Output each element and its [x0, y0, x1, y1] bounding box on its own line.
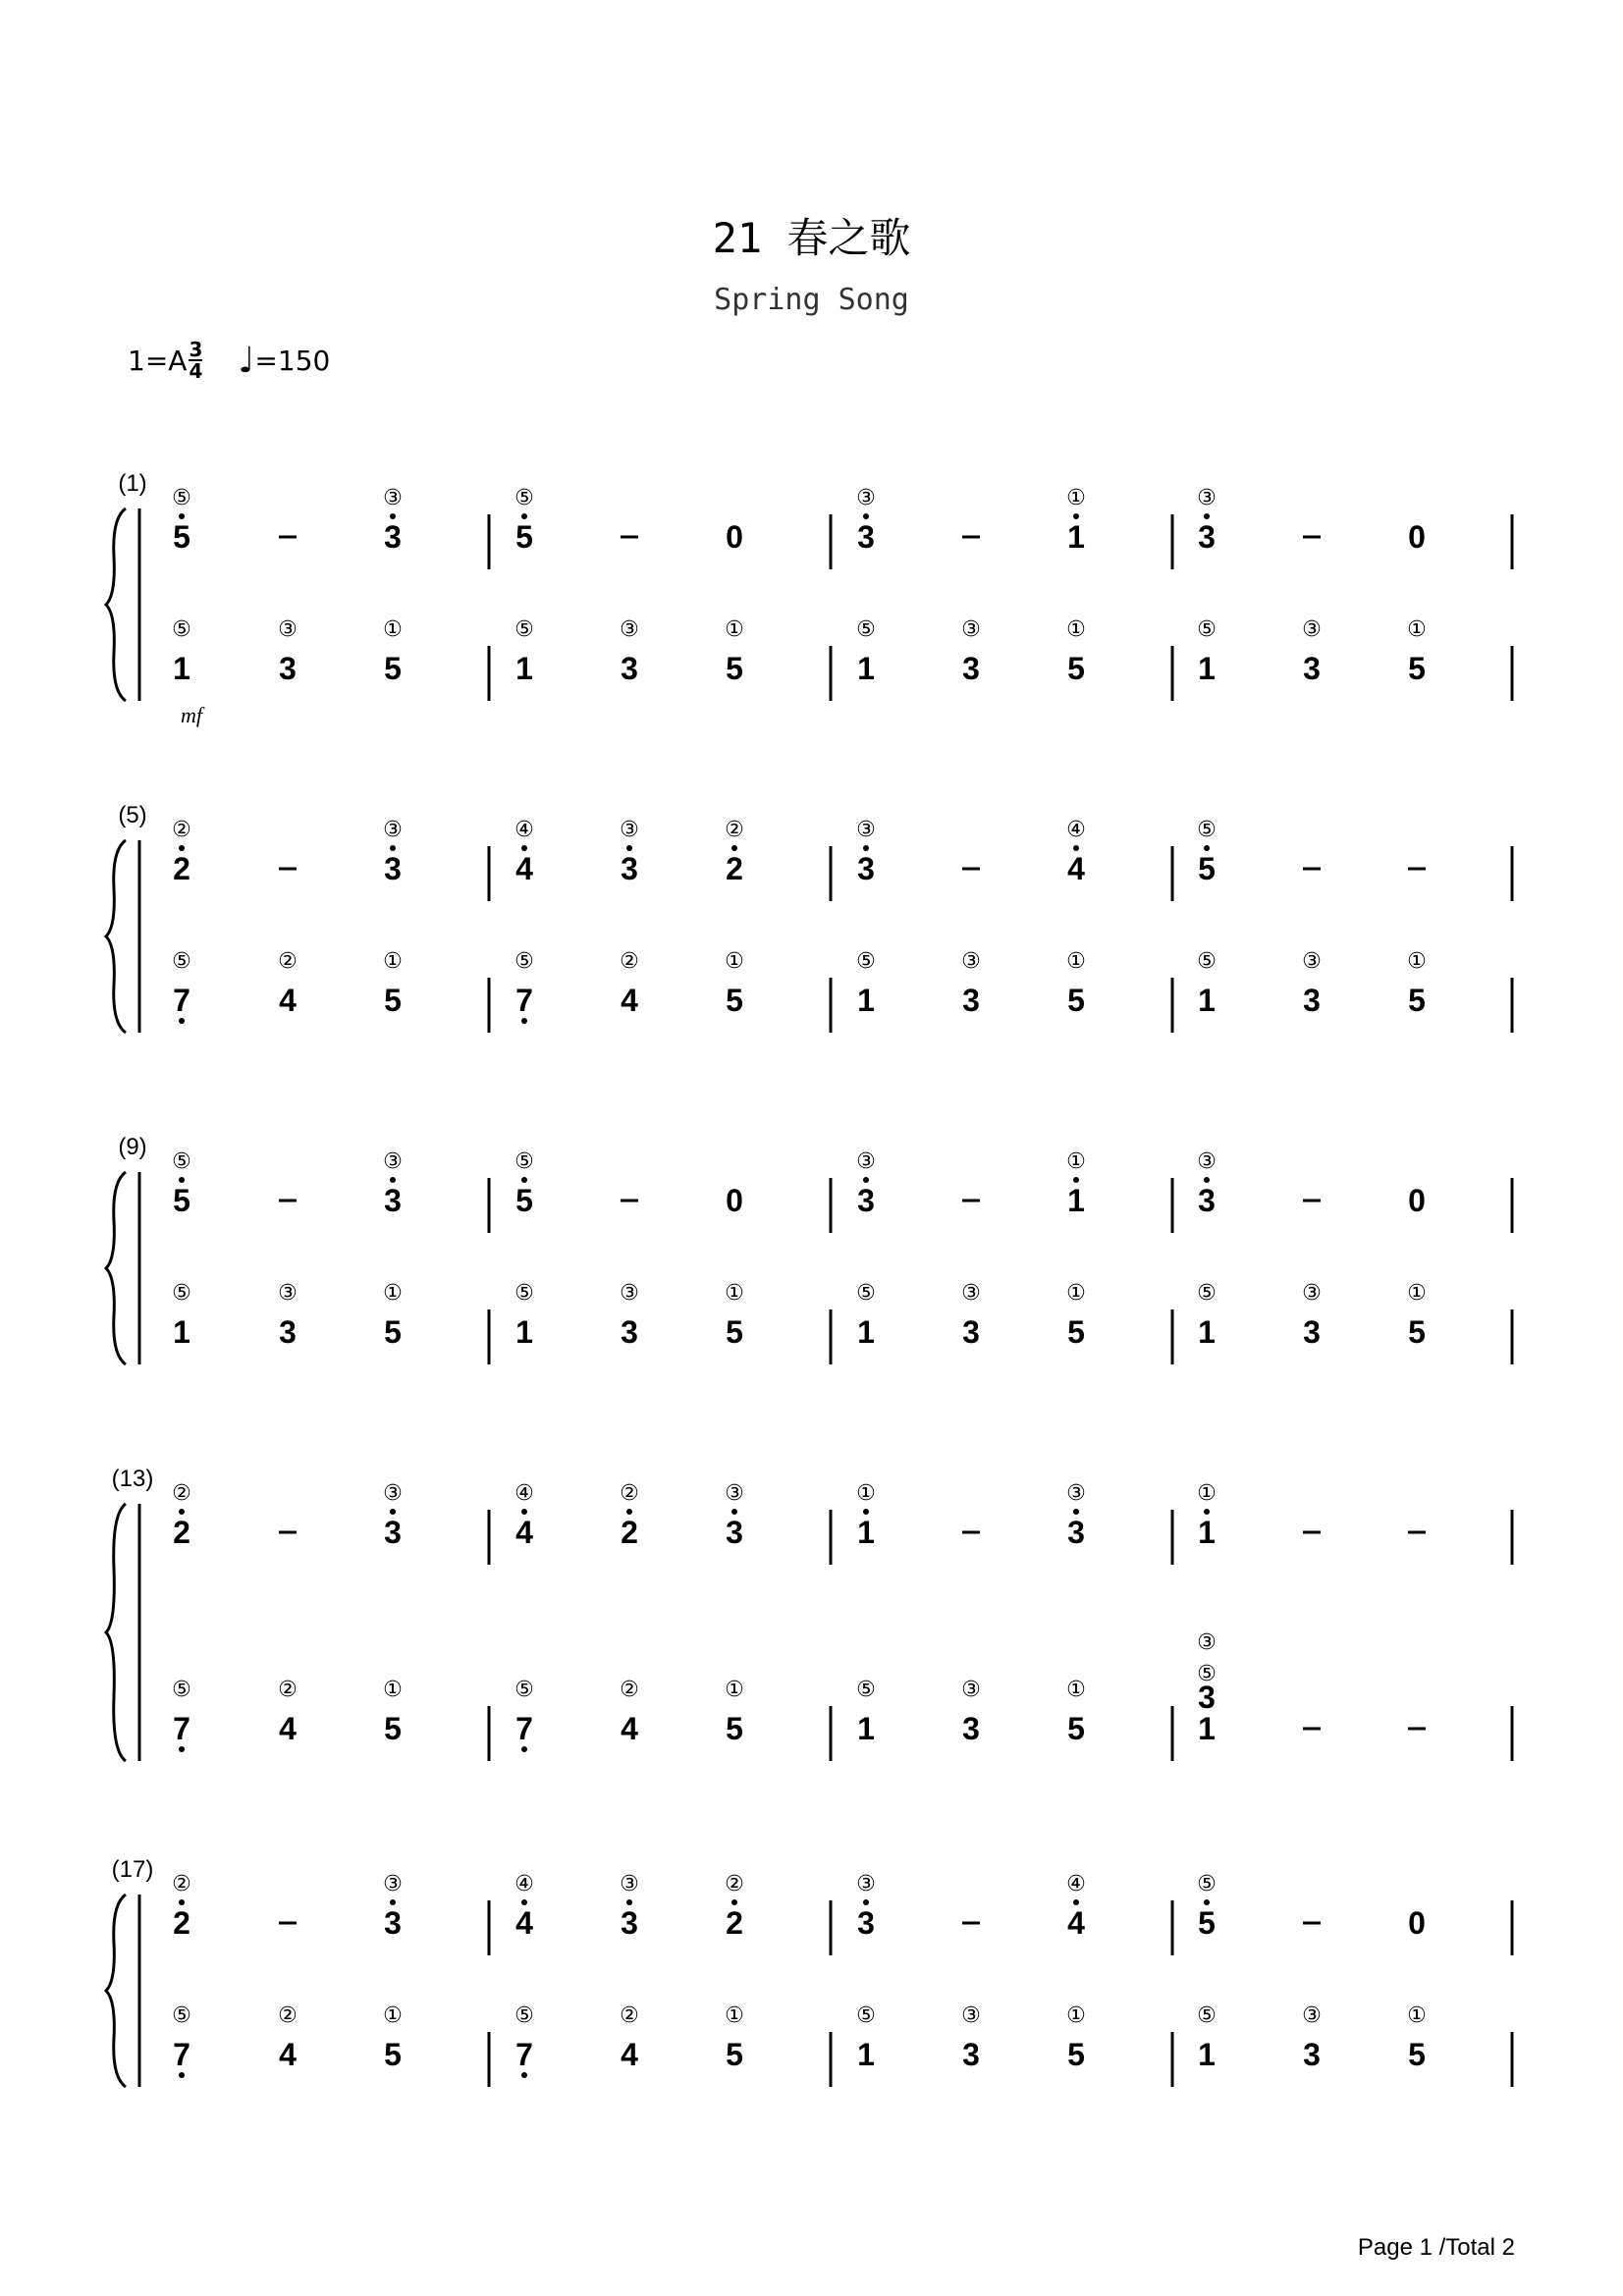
- note-number: 5: [1408, 1314, 1426, 1350]
- time-signature-bottom: 4: [189, 359, 203, 383]
- note-number: 1: [515, 651, 533, 686]
- note-number: 3: [384, 851, 402, 886]
- note-number: 1: [857, 983, 875, 1018]
- fingering-number: ①: [725, 1281, 744, 1306]
- octave-dot: [179, 2072, 185, 2078]
- fingering-number: ③: [1197, 486, 1217, 510]
- fingering-number: ③: [383, 818, 403, 842]
- fingering-number: ①: [725, 617, 744, 642]
- fingering-number: ⑤: [856, 1678, 876, 1702]
- note-number: 4: [279, 2037, 297, 2072]
- note-number: 3: [962, 1314, 980, 1350]
- fingering-number: ③: [383, 486, 403, 510]
- note-number: 4: [279, 983, 297, 1018]
- fingering-number: ③: [1302, 1281, 1322, 1306]
- brace: [106, 840, 126, 1033]
- fingering-number: ①: [1066, 1678, 1086, 1702]
- brace: [106, 1172, 126, 1364]
- note-number: 0: [726, 1183, 743, 1218]
- octave-dot: [1204, 1177, 1210, 1183]
- octave-dot: [390, 1509, 396, 1515]
- fingering-number: ⑤: [172, 617, 191, 642]
- fingering-number: ①: [1066, 617, 1086, 642]
- note-number: 3: [384, 1183, 402, 1218]
- note-number: 2: [726, 851, 743, 886]
- note-number: 1: [1198, 1314, 1216, 1350]
- fingering-number: ③: [1302, 2003, 1322, 2028]
- fingering-number: ③: [278, 617, 298, 642]
- octave-dot: [179, 845, 185, 851]
- octave-dot: [1204, 845, 1210, 851]
- fingering-number: ③: [961, 617, 981, 642]
- octave-dot: [863, 1509, 869, 1515]
- measure-number: (13): [111, 1466, 154, 1492]
- fingering-number: ①: [725, 949, 744, 974]
- note-number: 3: [384, 519, 402, 555]
- time-signature-top: 3: [189, 338, 203, 361]
- octave-dot: [179, 1899, 185, 1905]
- fingering-number: ①: [1407, 617, 1427, 642]
- note-number: 2: [173, 851, 190, 886]
- note-number: 4: [515, 851, 533, 886]
- fingering-number: ⑤: [172, 1149, 191, 1174]
- octave-dot: [390, 1177, 396, 1183]
- fingering-number: ③: [725, 1481, 744, 1506]
- note-number: 1: [857, 651, 875, 686]
- fingering-number: ②: [620, 949, 639, 974]
- fingering-number: ③: [620, 1872, 639, 1896]
- note-number: 3: [1067, 1515, 1085, 1550]
- note-number: 1: [857, 1515, 875, 1550]
- fingering-number: ①: [1066, 1281, 1086, 1306]
- octave-dot: [521, 1746, 527, 1752]
- note-number: 0: [1408, 519, 1426, 555]
- measure-number: (5): [118, 802, 147, 828]
- fingering-number: ①: [383, 2003, 403, 2028]
- note-number: 3: [279, 1314, 297, 1350]
- fingering-number: ④: [1066, 1872, 1086, 1896]
- fingering-number: ③: [1197, 1149, 1217, 1174]
- note-number: 5: [515, 1183, 533, 1218]
- tempo-value: =150: [254, 344, 331, 377]
- fingering-number: ⑤: [514, 2003, 534, 2028]
- note-number: 0: [726, 519, 743, 555]
- octave-dot: [521, 513, 527, 519]
- note-number: 5: [1067, 1711, 1085, 1746]
- measure-number: (9): [118, 1134, 147, 1160]
- measure-number: (1): [118, 470, 147, 497]
- key-signature: 1=A: [128, 344, 188, 377]
- octave-dot: [626, 1509, 632, 1515]
- octave-dot: [1073, 845, 1079, 851]
- note-number: 7: [515, 1711, 533, 1746]
- fingering-number: ⑤: [856, 1281, 876, 1306]
- note-number: 3: [1303, 983, 1321, 1018]
- note-number: 3: [857, 1905, 875, 1941]
- fingering-number: ③: [383, 1872, 403, 1896]
- fingering-number: ③: [1302, 617, 1322, 642]
- fingering-number: ②: [172, 1481, 191, 1506]
- note-number: 1: [1198, 2037, 1216, 2072]
- note-number: 5: [726, 1314, 743, 1350]
- fingering-number: ⑤: [1197, 617, 1217, 642]
- fingering-number: ①: [1407, 2003, 1427, 2028]
- note-number: 3: [962, 983, 980, 1018]
- note-number: 4: [1067, 851, 1085, 886]
- note-number: 4: [621, 1711, 638, 1746]
- octave-dot: [179, 1509, 185, 1515]
- fingering-number: ②: [725, 818, 744, 842]
- score-title: 21 春之歌: [712, 214, 911, 262]
- octave-dot: [626, 1899, 632, 1905]
- note-number: 3: [857, 1183, 875, 1218]
- octave-dot: [521, 1018, 527, 1024]
- note-number: 5: [1067, 983, 1085, 1018]
- fingering-number: ⑤: [1197, 1281, 1217, 1306]
- octave-dot: [390, 513, 396, 519]
- note-number: 3: [384, 1905, 402, 1941]
- fingering-number: ②: [172, 818, 191, 842]
- octave-dot: [863, 1177, 869, 1183]
- fingering-number: ⑤: [1197, 1662, 1217, 1686]
- note-number: 1: [857, 1711, 875, 1746]
- note-number: 5: [726, 2037, 743, 2072]
- fingering-number: ⑤: [1197, 1872, 1217, 1896]
- note-number: 7: [515, 2037, 533, 2072]
- fingering-number: ③: [620, 818, 639, 842]
- note-number: 4: [621, 2037, 638, 2072]
- fingering-number: ⑤: [856, 617, 876, 642]
- note-number: 3: [962, 1711, 980, 1746]
- fingering-number: ③: [961, 1678, 981, 1702]
- note-number: 5: [173, 519, 190, 555]
- note-number: 7: [173, 1711, 190, 1746]
- score-subtitle: Spring Song: [714, 283, 909, 317]
- octave-dot: [179, 1018, 185, 1024]
- note-number: 1: [1198, 651, 1216, 686]
- fingering-number: ⑤: [172, 486, 191, 510]
- note-number: 1: [1198, 1711, 1216, 1746]
- note-number: 2: [621, 1515, 638, 1550]
- octave-dot: [390, 845, 396, 851]
- fingering-number: ③: [961, 949, 981, 974]
- fingering-number: ②: [620, 1678, 639, 1702]
- fingering-number: ⑤: [172, 949, 191, 974]
- note-number: 0: [1408, 1905, 1426, 1941]
- note-number: 2: [173, 1905, 190, 1941]
- octave-dot: [521, 1899, 527, 1905]
- note-number: 3: [621, 651, 638, 686]
- note-number: 1: [173, 1314, 190, 1350]
- fingering-number: ③: [620, 1281, 639, 1306]
- fingering-number: ①: [1197, 1481, 1217, 1506]
- fingering-number: ②: [278, 949, 298, 974]
- octave-dot: [863, 513, 869, 519]
- note-number: 1: [1198, 1515, 1216, 1550]
- note-number: 5: [384, 1314, 402, 1350]
- note-number: 5: [1067, 2037, 1085, 2072]
- octave-dot: [179, 513, 185, 519]
- fingering-number: ③: [620, 617, 639, 642]
- fingering-number: ①: [383, 617, 403, 642]
- fingering-number: ③: [856, 1872, 876, 1896]
- brace: [106, 1504, 126, 1761]
- fingering-number: ⑤: [514, 486, 534, 510]
- fingering-number: ①: [1066, 1149, 1086, 1174]
- note-number: 1: [1067, 1183, 1085, 1218]
- fingering-number: ③: [383, 1149, 403, 1174]
- fingering-number: ④: [514, 1481, 534, 1506]
- fingering-number: ⑤: [514, 617, 534, 642]
- quarter-note-icon: ♩: [238, 340, 255, 381]
- fingering-number: ⑤: [856, 2003, 876, 2028]
- fingering-number: ⑤: [514, 949, 534, 974]
- fingering-number: ②: [620, 1481, 639, 1506]
- note-number: 5: [384, 651, 402, 686]
- note-number: 3: [857, 519, 875, 555]
- octave-dot: [863, 1899, 869, 1905]
- note-number: 4: [515, 1515, 533, 1550]
- note-number: 4: [621, 983, 638, 1018]
- dynamic-marking: mf: [181, 703, 202, 727]
- note-number: 1: [1067, 519, 1085, 555]
- fingering-number: ①: [1066, 486, 1086, 510]
- octave-dot: [179, 1746, 185, 1752]
- fingering-number: ③: [856, 486, 876, 510]
- fingering-number: ⑤: [1197, 2003, 1217, 2028]
- fingering-number: ③: [383, 1481, 403, 1506]
- octave-dot: [863, 845, 869, 851]
- fingering-number: ②: [278, 2003, 298, 2028]
- octave-dot: [1204, 513, 1210, 519]
- fingering-number: ⑤: [1197, 818, 1217, 842]
- note-number: 7: [515, 983, 533, 1018]
- note-number: 5: [384, 983, 402, 1018]
- fingering-number: ④: [514, 818, 534, 842]
- octave-dot: [521, 845, 527, 851]
- fingering-number: ⑤: [172, 2003, 191, 2028]
- note-number: 3: [726, 1515, 743, 1550]
- octave-dot: [521, 2072, 527, 2078]
- octave-dot: [1204, 1509, 1210, 1515]
- note-number: 5: [1408, 2037, 1426, 2072]
- fingering-number: ⑤: [514, 1149, 534, 1174]
- note-number: 5: [726, 983, 743, 1018]
- octave-dot: [521, 1509, 527, 1515]
- note-number: 1: [173, 651, 190, 686]
- note-number: 3: [279, 651, 297, 686]
- note-number: 7: [173, 2037, 190, 2072]
- fingering-number: ③: [1197, 1630, 1217, 1655]
- note-number: 3: [621, 1905, 638, 1941]
- fingering-number: ②: [725, 1872, 744, 1896]
- note-number: 7: [173, 983, 190, 1018]
- octave-dot: [731, 1509, 737, 1515]
- note-number: 5: [726, 1711, 743, 1746]
- note-number: 3: [1198, 519, 1216, 555]
- note-number: 4: [515, 1905, 533, 1941]
- fingering-number: ③: [856, 1149, 876, 1174]
- fingering-number: ②: [620, 2003, 639, 2028]
- note-number: 3: [962, 651, 980, 686]
- fingering-number: ①: [383, 949, 403, 974]
- note-number: 5: [515, 519, 533, 555]
- fingering-number: ⑤: [172, 1281, 191, 1306]
- fingering-number: ①: [383, 1281, 403, 1306]
- note-number: 5: [384, 1711, 402, 1746]
- fingering-number: ①: [856, 1481, 876, 1506]
- note-number: 3: [1303, 2037, 1321, 2072]
- fingering-number: ①: [1407, 1281, 1427, 1306]
- note-number: 5: [384, 2037, 402, 2072]
- octave-dot: [1204, 1899, 1210, 1905]
- note-number: 5: [1067, 651, 1085, 686]
- fingering-number: ①: [725, 2003, 744, 2028]
- note-number: 3: [1303, 1314, 1321, 1350]
- octave-dot: [626, 845, 632, 851]
- fingering-number: ①: [1066, 949, 1086, 974]
- fingering-number: ③: [961, 1281, 981, 1306]
- note-number: 3: [962, 2037, 980, 2072]
- note-number: 5: [1198, 851, 1216, 886]
- brace: [106, 508, 126, 701]
- note-number: 1: [857, 2037, 875, 2072]
- fingering-number: ①: [1066, 2003, 1086, 2028]
- fingering-number: ⑤: [172, 1678, 191, 1702]
- octave-dot: [731, 845, 737, 851]
- note-number: 0: [1408, 1183, 1426, 1218]
- note-number: 1: [857, 1314, 875, 1350]
- fingering-number: ⑤: [514, 1678, 534, 1702]
- note-number: 1: [1198, 983, 1216, 1018]
- fingering-number: ④: [1066, 818, 1086, 842]
- fingering-number: ①: [383, 1678, 403, 1702]
- fingering-number: ③: [278, 1281, 298, 1306]
- fingering-number: ③: [1066, 1481, 1086, 1506]
- fingering-number: ①: [1407, 949, 1427, 974]
- note-number: 5: [1408, 983, 1426, 1018]
- brace: [106, 1895, 126, 2087]
- note-number: 5: [173, 1183, 190, 1218]
- note-number: 3: [1303, 651, 1321, 686]
- note-number: 4: [1067, 1905, 1085, 1941]
- octave-dot: [521, 1177, 527, 1183]
- fingering-number: ⑤: [856, 949, 876, 974]
- note-number: 4: [279, 1711, 297, 1746]
- fingering-number: ③: [961, 2003, 981, 2028]
- fingering-number: ②: [172, 1872, 191, 1896]
- octave-dot: [1073, 1509, 1079, 1515]
- note-number: 5: [1067, 1314, 1085, 1350]
- fingering-number: ④: [514, 1872, 534, 1896]
- fingering-number: ③: [856, 818, 876, 842]
- octave-dot: [179, 1177, 185, 1183]
- note-number: 3: [1198, 1183, 1216, 1218]
- fingering-number: ②: [278, 1678, 298, 1702]
- note-number: 2: [726, 1905, 743, 1941]
- fingering-number: ⑤: [514, 1281, 534, 1306]
- note-number: 1: [515, 1314, 533, 1350]
- page-footer: Page 1 /Total 2: [1357, 2234, 1515, 2261]
- note-number: 3: [857, 851, 875, 886]
- note-number: 3: [384, 1515, 402, 1550]
- note-number: 3: [621, 851, 638, 886]
- note-number: 5: [1198, 1905, 1216, 1941]
- note-number: 2: [173, 1515, 190, 1550]
- octave-dot: [1073, 1177, 1079, 1183]
- octave-dot: [1073, 1899, 1079, 1905]
- chord-note: 3: [1198, 1680, 1216, 1715]
- fingering-number: ③: [1302, 949, 1322, 974]
- octave-dot: [731, 1899, 737, 1905]
- note-number: 3: [621, 1314, 638, 1350]
- octave-dot: [390, 1899, 396, 1905]
- octave-dot: [1073, 513, 1079, 519]
- note-number: 5: [726, 651, 743, 686]
- fingering-number: ①: [725, 1678, 744, 1702]
- measure-number: (17): [111, 1856, 154, 1883]
- fingering-number: ⑤: [1197, 949, 1217, 974]
- note-number: 5: [1408, 651, 1426, 686]
